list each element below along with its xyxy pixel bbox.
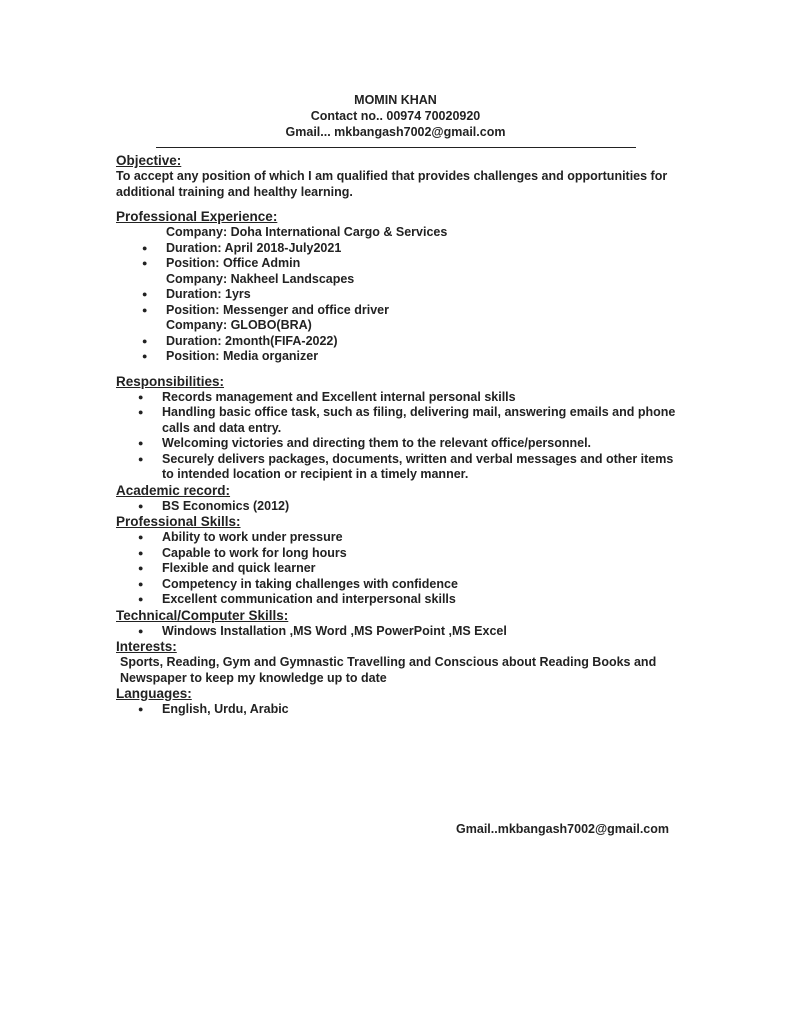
list-item: ● Duration: April 2018-July2021 [116,241,676,257]
list-item: ● Capable to work for long hours [116,546,676,562]
skills-title: Professional Skills: [116,514,241,529]
interests-text: Sports, Reading, Gym and Gymnastic Travelling and Conscious about Reading Books and Newspaper to keep my knowledge up to date [120,655,657,685]
list-item: ● Position: Office Admin [116,256,676,272]
list-item: ● Handling basic office task, such as filing, delivering mail, answering emails and phone calls and data entry. [116,405,676,436]
list-item: ● Duration: 1yrs [116,287,676,303]
list-item: Company: GLOBO(BRA) [166,318,312,332]
technical-list [116,624,676,640]
list-item: ● Competency in taking challenges with confidence [116,577,676,593]
list-item: Company: Nakheel Landscapes [166,271,355,286]
resume-body [116,153,676,718]
contact-number: Contact no.. 00974 70020920 [310,109,481,123]
objective-title: Objective: [116,153,182,168]
list-item: ● Securely delivers packages, documents, written and verbal messages and other items to intended location or recipient in a timely manner. [116,452,676,483]
experience-title: Professional Experience: [116,209,278,224]
objective-text: To accept any position of which I am qualified that provides challenges and opportunities for additional training and healthy learning. [116,169,668,199]
technical-title: Technical/Computer Skills: [116,607,289,623]
list-item: ● Ability to work under pressure [116,530,676,546]
resume-header [0,92,791,140]
candidate-name: MOMIN KHAN [354,93,437,107]
list-item: ● Welcoming victories and directing them to the relevant office/personnel. [116,436,676,452]
academic-list [116,499,676,515]
list-item: ● Records management and Excellent internal personal skills [116,390,676,406]
experience-list [116,225,676,365]
interests-title: Interests: [116,639,177,654]
header-email: Gmail... mkbangash7002@gmail.com [285,125,506,139]
list-item: Company: Doha International Cargo & Services [166,225,448,239]
skills-list [116,530,676,608]
list-item: ● English, Urdu, Arabic [116,702,676,718]
list-item: ● Position: Media organizer [116,349,676,365]
languages-list [116,702,676,718]
list-item: ● BS Economics (2012) [116,499,676,515]
list-item: ● Duration: 2month(FIFA-2022) [116,334,676,350]
academic-title: Academic record: [116,482,231,498]
footer-email: Gmail..mkbangash7002@gmail.com [456,822,669,836]
list-item: ● Flexible and quick learner [116,561,676,577]
list-item: ● Position: Messenger and office driver [116,303,676,319]
responsibilities-list [116,390,676,483]
responsibilities-title: Responsibilities: [116,373,225,389]
list-item: ● Excellent communication and interpersonal skills [116,592,676,608]
header-divider [156,147,636,148]
languages-title: Languages: [116,686,192,701]
list-item: ● Windows Installation ,MS Word ,MS PowerPoint ,MS Excel [116,624,676,640]
